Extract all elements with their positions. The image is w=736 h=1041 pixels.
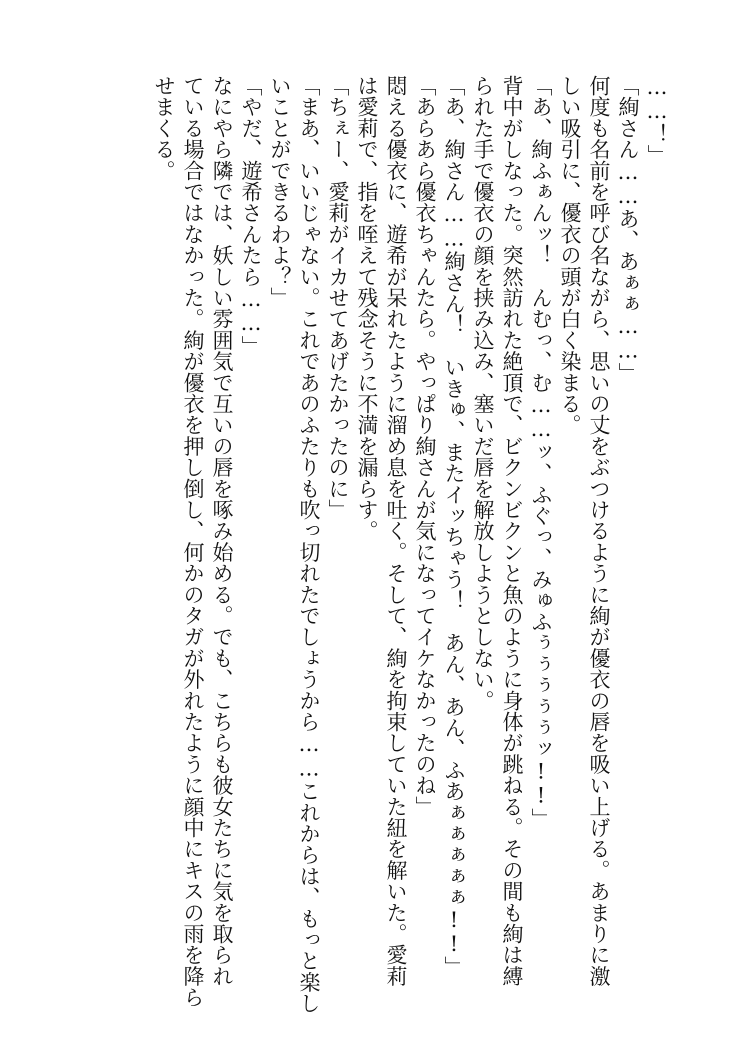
text-line: 「ちぇー、愛莉がイカせてあげたかったのに」 [326, 75, 350, 521]
text-line: 背中がしなった。突然訪れた絶頂で、ビクンビクンと魚のように身体が跳ねる。その間も絢は縛 [500, 75, 524, 987]
text-line: しい吸引に、優衣の頭が白く染まる。 [558, 75, 582, 436]
text-line: いことができるわよ？」 [268, 75, 292, 309]
text-line: 「まあ、いいじゃない。これであのふたりも吹っ切れたでしょうから……これからは、もっと楽し [297, 75, 321, 1014]
text-line: せまくる。 [152, 75, 176, 181]
text-line: ている場合ではなかった。絢が優衣を押し倒し、何かのタガが外れたように顔中にキスの雨を降ら [181, 75, 205, 1008]
text-line: なにやら隣では、妖しい雰囲気で互いの唇を啄み始める。でも、こちらも彼女たちに気を取られ [210, 75, 234, 987]
text-line: られた手で優衣の顔を挟み込み、塞いだ唇を解放しようとしない。 [471, 75, 495, 711]
text-line: は愛莉で、指を咥えて残念そうに不満を漏らす。 [355, 75, 379, 542]
text-line: ……！」 [645, 75, 669, 166]
text-line: 悶える優衣に、遊希が呆れたように溜め息を吐く。そして、絢を拘束していた紐を解いた。愛莉 [384, 75, 408, 987]
text-line: 何度も名前を呼び名ながら、思いの丈をぶつけるように絢が優衣の唇を吸い上げる。あまりに激 [587, 75, 611, 987]
text-line: 「やだ、遊希さんたら……」 [239, 75, 263, 357]
text-line: 「あ、絢ふぁんッ！ んむっ、む……ッ、ふぐっ、みゅふぅぅぅぅぅッ!!」 [529, 75, 553, 829]
text-line: 「あ、絢さん……絢さん！ いきゅ、またイッちゃう！ あん、あん、ふあぁぁぁぁぁ!!」 [442, 75, 466, 978]
text-line: 「絢さん……あ、あぁぁ……」 [616, 75, 640, 384]
text-line: 「あらあら優衣ちゃんたら。やっぱり絢さんが気になってイケなかったのね」 [413, 75, 437, 817]
